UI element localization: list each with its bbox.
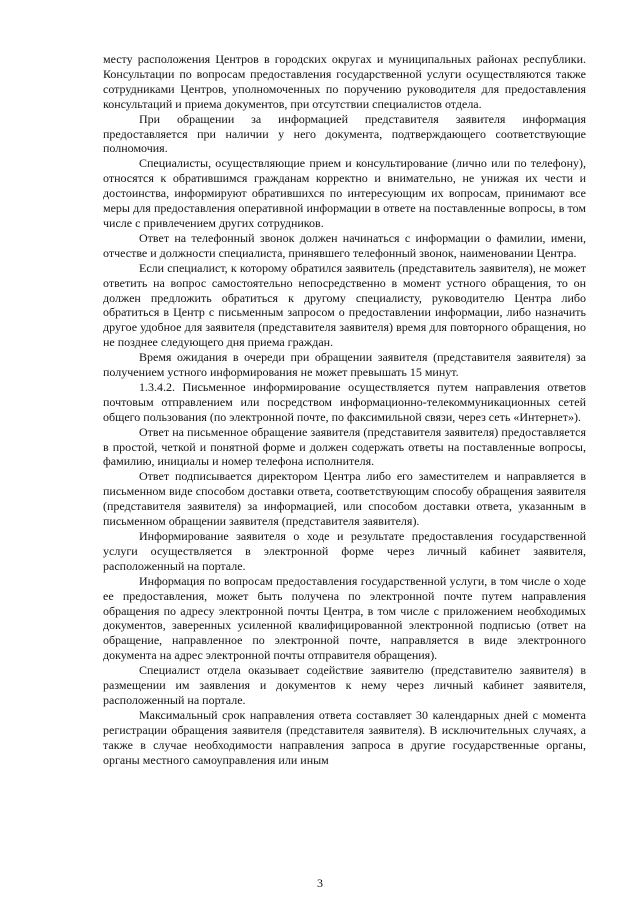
- paragraph-representative-info: При обращении за информацией представителя заявителя информация предоставляется при наличии у него документа, подтверждающего соответствующие полномочия.: [103, 111, 586, 156]
- paragraph-written-answer: Ответ на письменное обращение заявителя (представителя заявителя) предоставляется в простой, четкой и понятной форме и должен содержать ответы на поставленные вопросы, фамилию, инициалы и номер телефона исполнителя.: [103, 424, 586, 469]
- paragraph-specialist-assistance: Специалист отдела оказывает содействие заявителю (представителю заявителя) в размещении им заявления и документов к нему через личный кабинет заявителя, расположенный на портале.: [103, 663, 586, 707]
- paragraph-specialist-redirect: Если специалист, к которому обратился заявитель (представитель заявителя), не может ответить на вопрос самостоятельно непосредственно в момент устного обращения, то он должен предложить обратиться к другому специалисту, руководителю Центра либо обратиться в Центр с письменным запросом о предоставлении информации, либо назначить другое удобное для заявителя (представителя заявителя) время для повторного обращения, но не позднее следующего дня приема граждан.: [103, 260, 586, 350]
- paragraph-waiting-time: Время ожидания в очереди при обращении заявителя (представителя заявителя) за получением устного информирования не может превышать 15 минут.: [103, 350, 586, 380]
- paragraph-answer-signing: Ответ подписывается директором Центра либо его заместителем и направляется в письменном виде способом доставки ответа, соответствующим способу обращения заявителя (представителя заявителя) за информацией, или способом доставки ответа, указанным в письменном обращении заявителя (представителя заявителя).: [103, 469, 586, 529]
- paragraph-specialists-conduct: Специалисты, осуществляющие прием и консультирование (лично или по телефону), относятся к обратившимся гражданам корректно и внимательно, не унижая их чести и достоинства, информируют обратившихся по интересующим их вопросам, принимают все меры для предоставления оперативной информации в ответе на поставленные вопросы, в том числе с привлечением других сотрудников.: [103, 156, 586, 230]
- paragraph-continuation: месту расположения Центров в городских округах и муниципальных районах республики. Консультации по вопросам предоставления государственной услуги осуществляются также сотрудниками Центров, уполномоченных по поручению руководителя для предоставления консультаций и приема документов, при отсутствии специалистов отдела.: [103, 52, 586, 111]
- paragraph-email-information: Информация по вопросам предоставления государственной услуги, в том числе о ходе ее предоставления, может быть получена по электронной почте путем направления обращения по адресу электронной почты Центра, в том числе с приложением необходимых документов, заверенных усиленной квалифицированной электронной подписью (ответ на обращение, направленное по электронной почте, направляется в виде электронного документа на адрес электронной почты отправителя обращения).: [103, 573, 586, 663]
- paragraph-phone-answer: Ответ на телефонный звонок должен начинаться с информации о фамилии, имени, отчестве и должности специалиста, принявшего телефонный звонок, наименовании Центра.: [103, 230, 586, 260]
- paragraph-max-response-time: Максимальный срок направления ответа составляет 30 календарных дней с момента регистрации обращения заявителя (представителя заявителя). В исключительных случаях, а также в случае необходимости направления запроса в другие государственные органы, органы местного самоуправления или иным: [103, 707, 586, 767]
- page-number: 3: [317, 876, 323, 890]
- paragraph-written-informing: 1.3.4.2. Письменное информирование осуществляется путем направления ответов почтовым отправлением или посредством информационно-телекоммуникационных сетей общего пользования (по электронной почте, по факсимильной связи, через сеть «Интернет»).: [103, 379, 586, 424]
- document-page: [103, 52, 586, 768]
- paragraph-progress-informing: Информирование заявителя о ходе и результате предоставления государственной услуги осуществляется в электронной форме через личный кабинет заявителя, расположенный на портале.: [103, 529, 586, 573]
